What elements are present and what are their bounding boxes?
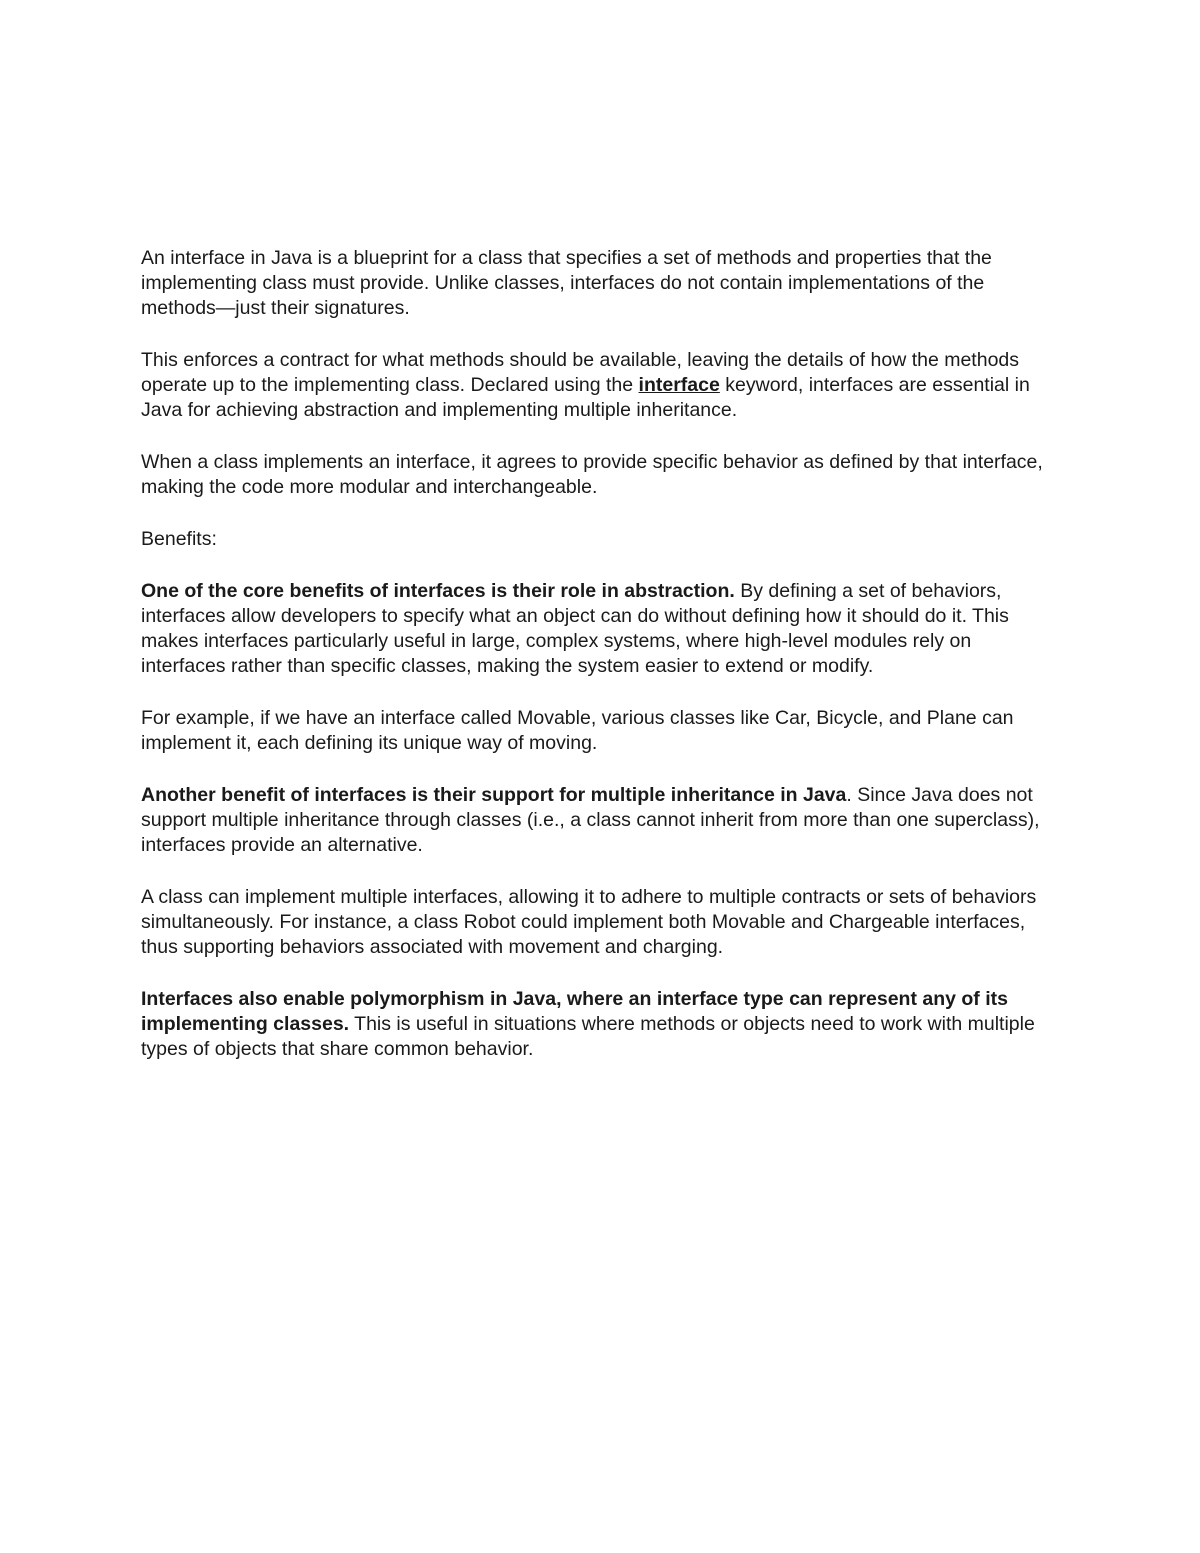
paragraph-example [141, 706, 1056, 756]
paragraph-multiple-interfaces [141, 885, 1056, 960]
paragraph-contract-text-before: This enforces a contract for what methods should be available, leaving the details of how the methods operate up to the implementing class. Declared using the [141, 349, 1020, 396]
paragraph-example-text: For example, if we have an interface called Movable, various classes like Car, Bicycle, and Plane can implement it, each defining its unique way of moving. [141, 707, 1014, 754]
paragraph-polymorphism-bold: Interfaces also enable polymorphism in Java, where an interface type can represent any of its implementing classes. [141, 988, 1008, 1035]
paragraph-implements [141, 450, 1056, 500]
paragraph-multiple-inheritance-rest: . Since Java does not support multiple inheritance through classes (i.e., a class cannot inherit from more than one superclass), interfaces provide an alternative. [141, 784, 1040, 856]
paragraph-polymorphism-rest: This is useful in situations where methods or objects need to work with multiple types of objects that share common behavior. [141, 1013, 1035, 1060]
document-body [141, 246, 1056, 1062]
paragraph-contract [141, 348, 1056, 423]
paragraph-contract-text-after: keyword, interfaces are essential in Java for achieving abstraction and implementing multiple inheritance. [141, 374, 1030, 421]
paragraph-intro-text: An interface in Java is a blueprint for a class that specifies a set of methods and properties that the implementing class must provide. Unlike classes, interfaces do not contain implementations of the methods—just their signatures. [141, 247, 992, 319]
paragraph-multiple-inheritance-bold: Another benefit of interfaces is their support for multiple inheritance in Java [141, 784, 847, 806]
keyword-interface: interface [638, 374, 720, 396]
paragraph-intro [141, 246, 1056, 321]
paragraph-polymorphism [141, 987, 1056, 1062]
paragraph-multiple-interfaces-text: A class can implement multiple interfaces, allowing it to adhere to multiple contracts or sets of behaviors simultaneously. For instance, a class Robot could implement both Movable and Chargeable interfaces, thus supporting behaviors associated with movement and charging. [141, 886, 1037, 958]
benefits-heading-text: Benefits: [141, 528, 217, 550]
paragraph-implements-text: When a class implements an interface, it agrees to provide specific behavior as defined by that interface, making the code more modular and interchangeable. [141, 451, 1043, 498]
paragraph-abstraction-rest: By defining a set of behaviors, interfaces allow developers to specify what an object can do without defining how it should do it. This makes interfaces particularly useful in large, complex systems, where high-level modules rely on interfaces rather than specific classes, making the system easier to extend or modify. [141, 580, 1009, 677]
paragraph-abstraction-bold: One of the core benefits of interfaces is their role in abstraction. [141, 580, 735, 602]
paragraph-multiple-inheritance [141, 783, 1056, 858]
paragraph-abstraction [141, 579, 1056, 679]
benefits-heading [141, 527, 1056, 552]
